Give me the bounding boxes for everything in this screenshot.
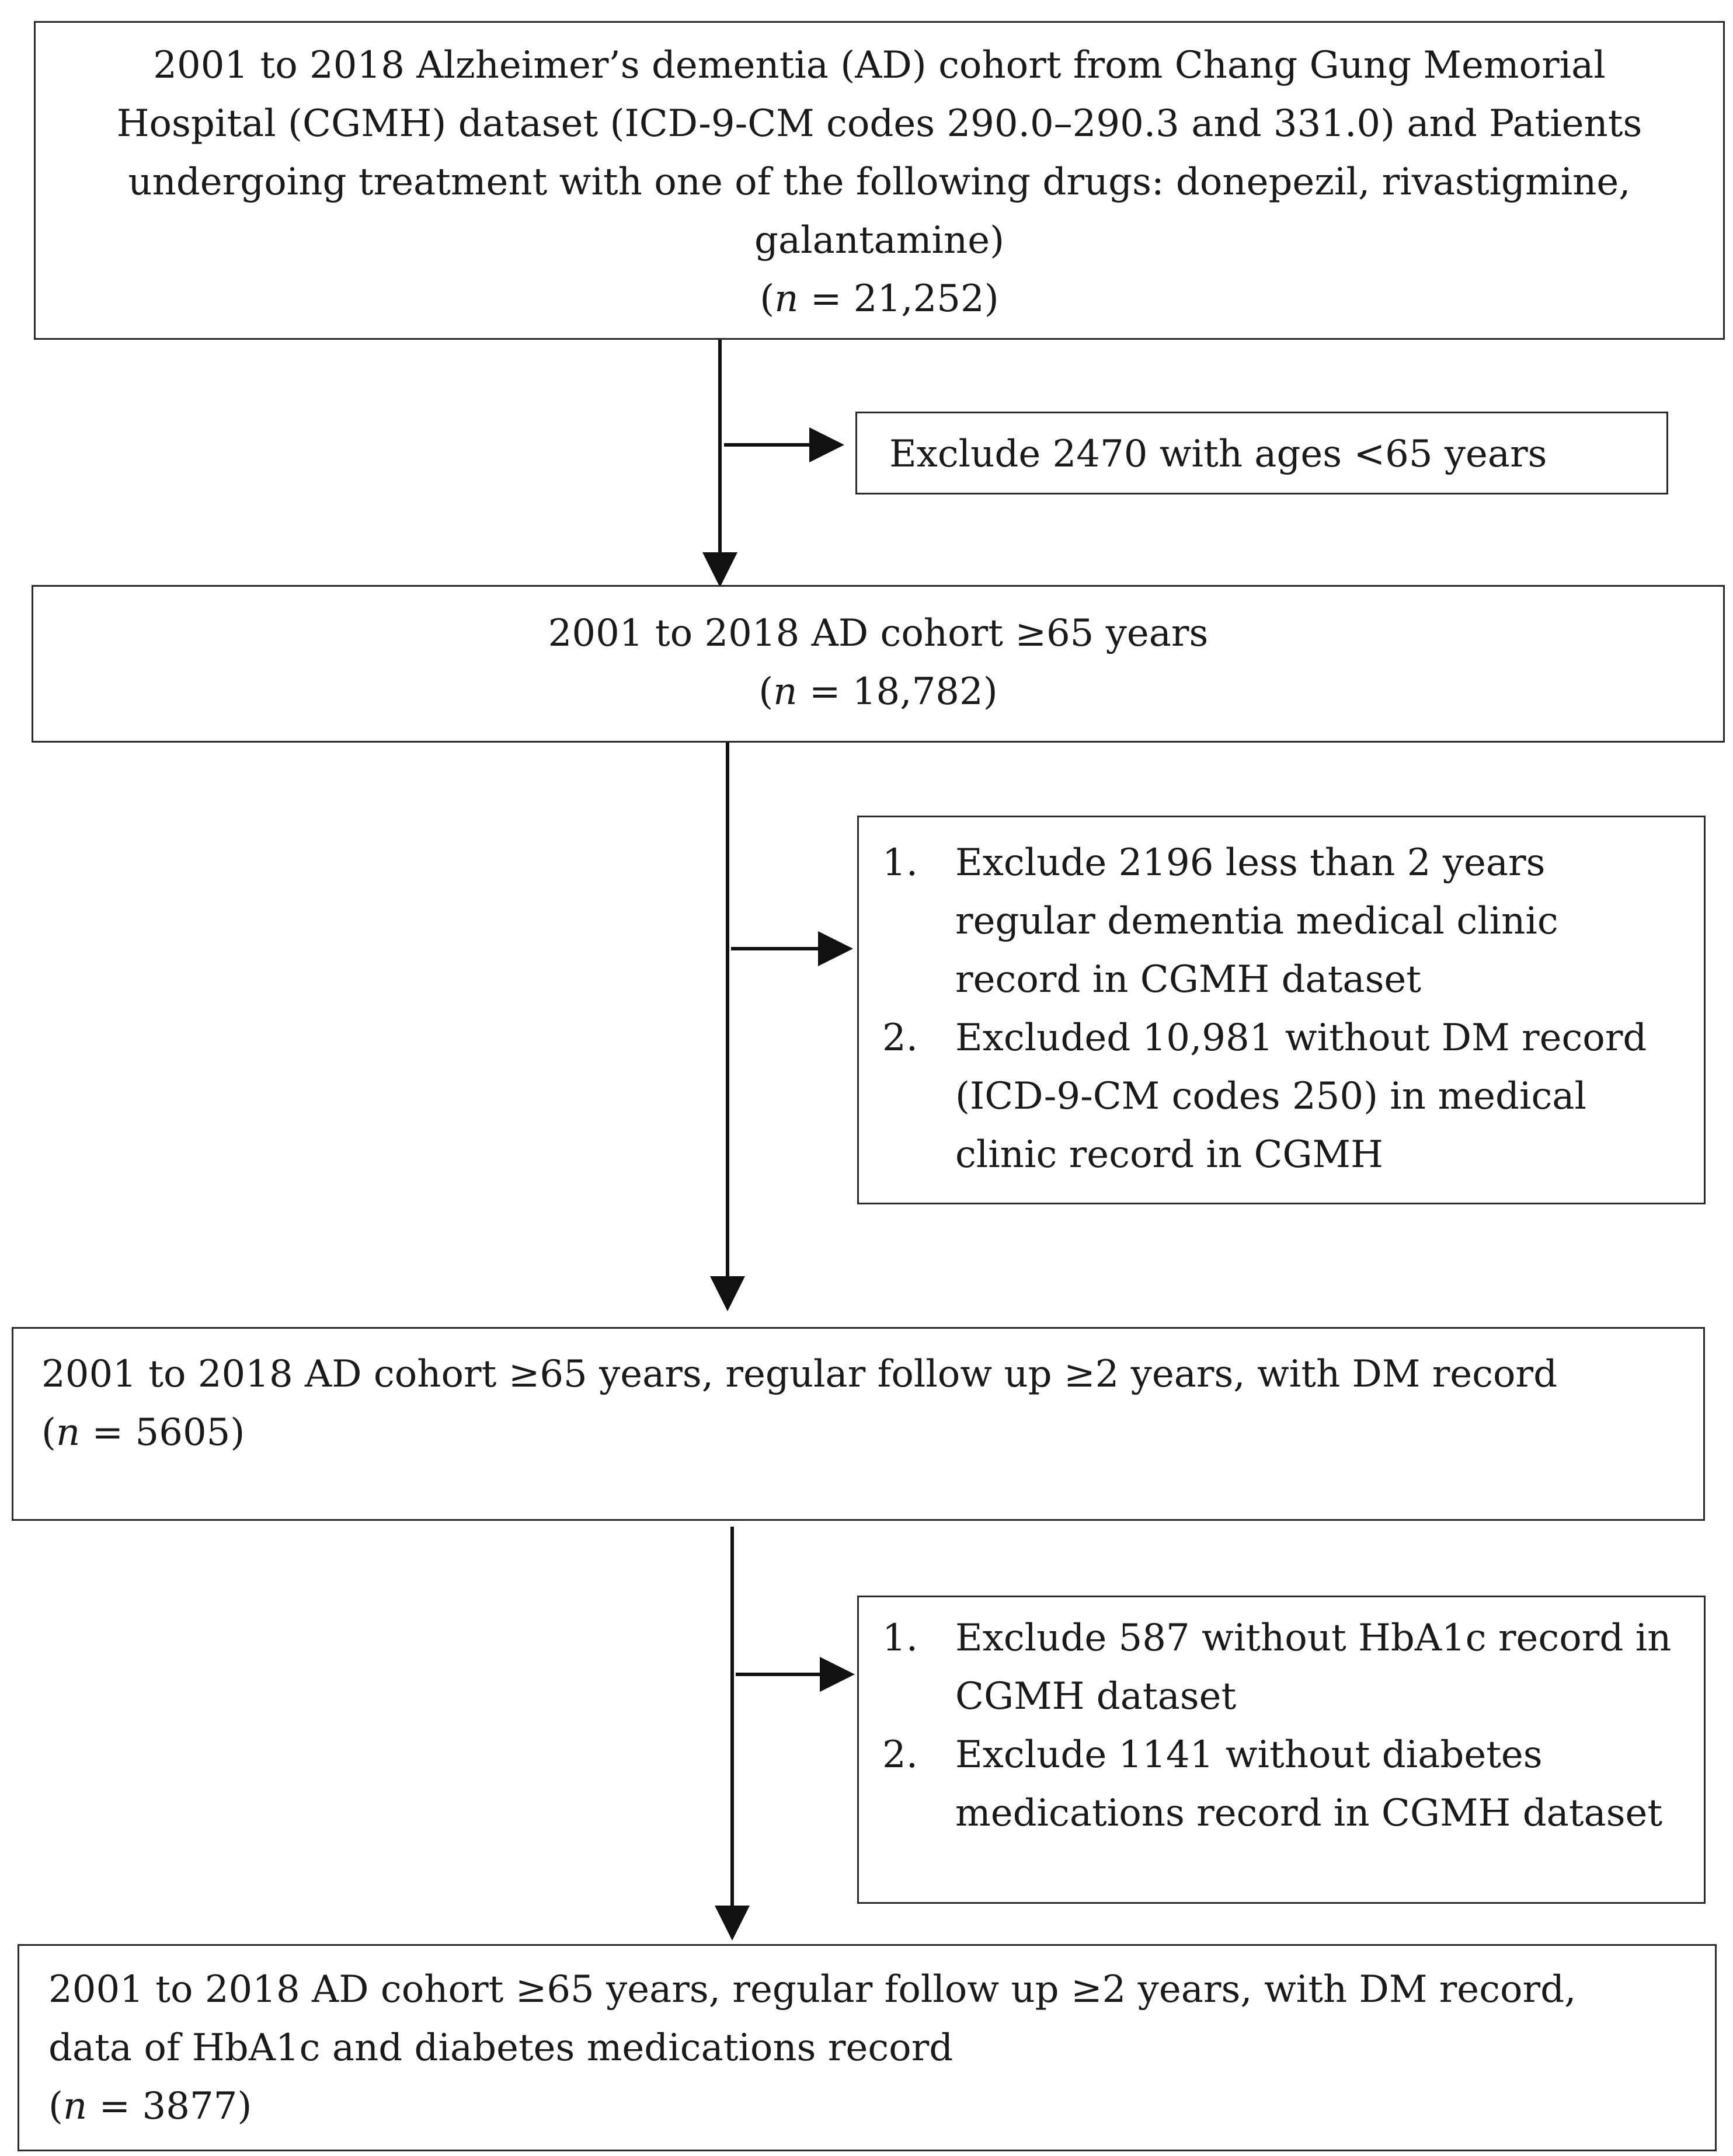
exclusion-followup-dm-list	[859, 834, 1692, 1184]
exclusion-item: 2. Exclude 1141 without diabetes medications record in CGMH dataset	[882, 1733, 1663, 1835]
box-initial-count: (n = 21,252)	[760, 277, 999, 321]
exclusion-item: 1. Exclude 587 without HbA1c record in CGMH dataset	[882, 1617, 1672, 1718]
box-cohort-65	[32, 585, 1725, 743]
box-cohort-65-line: 2001 to 2018 AD cohort ≥65 years	[548, 612, 1209, 655]
box-initial-line-1: 2001 to 2018 Alzheimer’s dementia (AD) cohort from Chang Gung Memorial	[153, 44, 1606, 87]
box-exclusion-hba1c-meds	[857, 1596, 1706, 1904]
box-exclusion-followup-dm	[857, 816, 1706, 1204]
box-cohort-65-count: (n = 18,782)	[758, 670, 998, 713]
box-initial-cohort	[34, 21, 1725, 340]
box-initial-line-2: Hospital (CGMH) dataset (ICD-9-CM codes 290.0–290.3 and 331.0) and Patients	[116, 102, 1642, 145]
box-exclusion-age	[855, 412, 1668, 494]
box-initial-line-4: galantamine)	[754, 219, 1005, 262]
box-final-count: (n = 3877)	[48, 2085, 252, 2128]
box-initial-line-3: undergoing treatment with one of the following drugs: donepezil, rivastigmine,	[128, 161, 1631, 204]
exclusion-item: 1. Exclude 2196 less than 2 years regular dementia medical clinic record in CGMH dataset	[882, 841, 1558, 1001]
box-cohort-dm-count: (n = 5605)	[41, 1411, 245, 1454]
exclusion-age-text: Exclude 2470 with ages <65 years	[889, 433, 1547, 476]
box-cohort-dm-line: 2001 to 2018 AD cohort ≥65 years, regular follow up ≥2 years, with DM record	[41, 1353, 1558, 1396]
box-cohort-dm	[12, 1327, 1705, 1521]
exclusion-item: 2. Excluded 10,981 without DM record (ICD-9-CM codes 250) in medical clinic record in CGMH	[882, 1016, 1647, 1176]
exclusion-hba1c-meds-list	[859, 1609, 1692, 1842]
box-final-line-2: data of HbA1c and diabetes medications record	[48, 2026, 954, 2070]
box-final-line-1: 2001 to 2018 AD cohort ≥65 years, regular follow up ≥2 years, with DM record,	[48, 1968, 1577, 2011]
box-final-cohort	[18, 1944, 1717, 2151]
